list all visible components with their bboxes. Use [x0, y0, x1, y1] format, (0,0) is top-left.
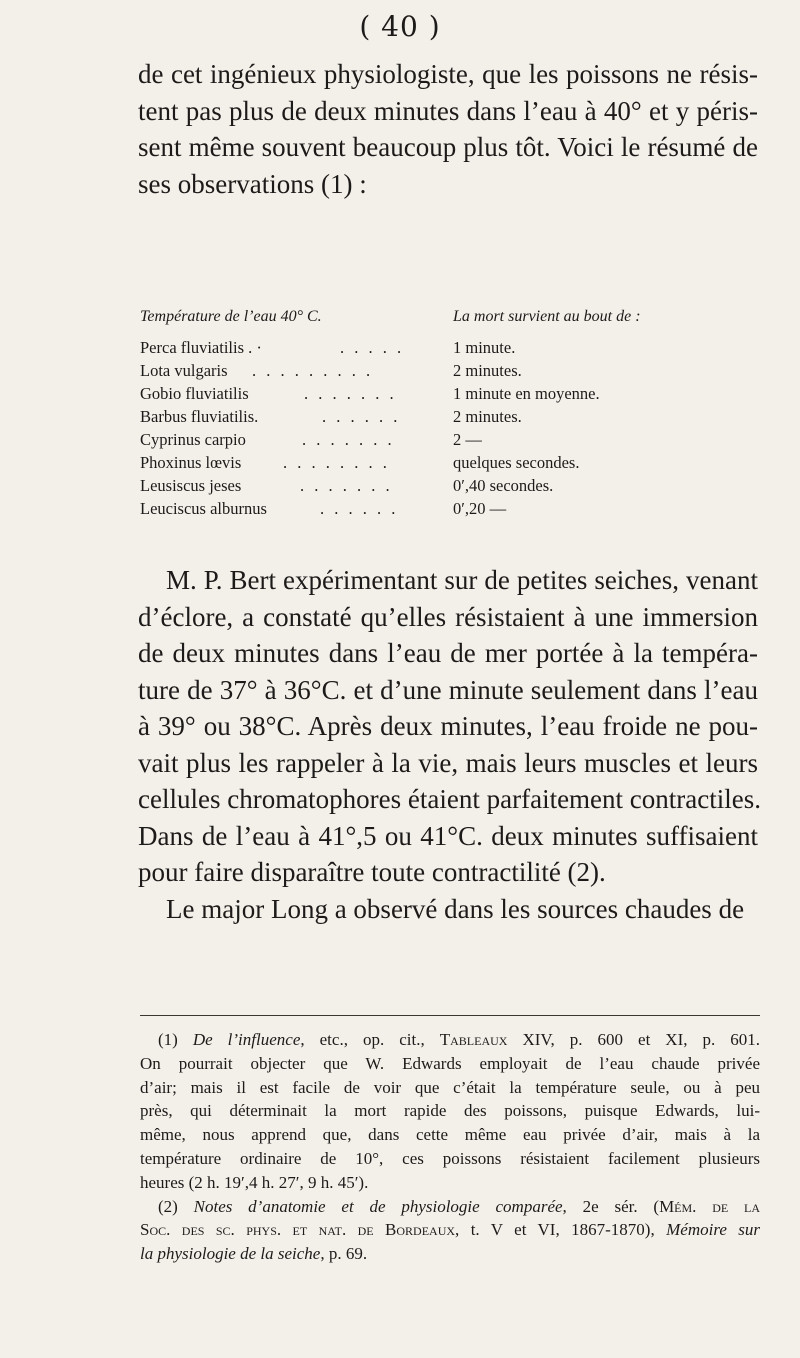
leader-dots: . . . . . .: [322, 407, 401, 426]
text-line: cellules chromatophores étaient parfaitement contractiles.: [138, 784, 761, 814]
footnote-society: Soc. des sc. phys. et nat. de Bordeaux: [140, 1220, 456, 1240]
footnote-title: Notes d’anatomie et de physiologie comparée: [193, 1196, 563, 1216]
footnote-text: , etc., op. cit.,: [300, 1030, 425, 1049]
death-time: 0′,20 —: [453, 499, 507, 518]
leader-dots: . . . . . . . .: [283, 453, 390, 472]
death-time: 2 minutes.: [453, 407, 522, 426]
footnote-line: température ordinaire de 10°, ces poissons résistaient facilement plusieurs: [140, 1148, 760, 1168]
table-row: [140, 361, 760, 383]
death-time: 1 minute en moyenne.: [453, 384, 600, 403]
text-line: ses observations (1) :: [138, 168, 367, 199]
leader-dots: . . . . . . .: [302, 430, 395, 449]
footnote-marker: (2): [158, 1196, 178, 1216]
footnote-marker: (1): [158, 1030, 178, 1049]
species-name: Phoxinus lœvis: [140, 453, 242, 472]
text-line: ture de 37° à 36°C. et d’une minute seulement dans l’eau: [138, 674, 758, 705]
footnotes: [140, 1028, 760, 1266]
leader-dots: . . . . .: [340, 338, 405, 357]
footnote-memoire: Mémoire sur: [666, 1220, 761, 1240]
text-line: pour faire disparaître toute contractilité (2).: [138, 857, 606, 887]
footnote-line: [140, 1218, 760, 1242]
footnote-line: heures (2 h. 19′,4 h. 27′, 9 h. 45′).: [140, 1172, 369, 1192]
text-line: Dans de l’eau à 41°,5 ou 41°C. deux minutes suffisaient: [138, 820, 758, 851]
death-time: 0′,40 secondes.: [453, 476, 554, 495]
footnote-line: d’air; mais il est facile de voir que c’était la température seule, ou à peu: [140, 1077, 760, 1097]
text-line: à 39° ou 38°C. Après deux minutes, l’eau froide ne pou-: [138, 711, 758, 741]
footnote-1-first-line: [140, 1028, 760, 1052]
species-name: Leuciscus alburnus: [140, 499, 267, 518]
table-row: [140, 384, 760, 406]
footnote-divider: [140, 1015, 760, 1016]
table-row: [140, 476, 760, 498]
footnote-title: De l’influence: [192, 1030, 301, 1049]
footnote-text: , 2e sér. (: [562, 1196, 660, 1216]
footnote-line: On pourrait objecter que W. Edwards employait de l’eau chaude privée: [140, 1053, 760, 1073]
page-number: ( 40 ): [359, 10, 441, 43]
leader-dots: . . . . . . .: [304, 384, 397, 403]
footnote-text: XIV, p. 600 et XI, p. 601.: [507, 1030, 761, 1049]
death-time: quelques secondes.: [453, 453, 580, 472]
footnote-tableaux: Tableaux: [439, 1030, 508, 1049]
species-name: Perca fluviatilis . ·: [140, 338, 262, 357]
text-line: Le major Long a observé dans les sources chaudes de: [166, 893, 745, 924]
table-row: [140, 430, 760, 452]
table-header-temperature: Température de l’eau 40° C.: [140, 308, 322, 325]
death-time: 2 minutes.: [453, 361, 522, 380]
intro-paragraph: [138, 56, 758, 202]
table-row: [140, 453, 760, 475]
footnote-text: , t. V et VI, 1867-1870),: [455, 1220, 655, 1240]
footnote-title: la physiologie de la seiche: [140, 1244, 321, 1264]
footnote-line: près, qui déterminait la mort rapide des poissons, puisque Edwards, lui-: [140, 1101, 760, 1121]
leader-dots: . . . . . .: [320, 499, 399, 518]
footnote-2-first-line: [140, 1195, 760, 1219]
text-line: tent pas plus de deux minutes dans l’eau à 40° et y péris-: [138, 95, 758, 126]
footnote-line: même, nous apprend que, dans cette même eau privée d’air, mais à la: [140, 1125, 760, 1145]
table-row: [140, 338, 760, 360]
species-name: Leusiscus jeses: [140, 476, 242, 495]
text-line: sent même souvent beaucoup plus tôt. Voici le résumé de: [138, 132, 758, 162]
text-line: de cet ingénieux physiologiste, que les poissons ne résis-: [138, 59, 758, 89]
species-name: Cyprinus carpio: [140, 430, 246, 449]
footnote-text: , p. 69.: [320, 1244, 368, 1264]
species-name: Barbus fluviatilis.: [140, 407, 259, 426]
text-line: d’éclore, a constaté qu’elles résistaient à une immersion: [138, 601, 758, 632]
footnote-line: [140, 1242, 760, 1266]
text-line: vait plus les rappeler à la vie, mais leurs muscles et leurs: [138, 747, 758, 778]
table-header-death-time: La mort survient au bout de :: [453, 308, 641, 325]
leader-dots: . . . . . . .: [300, 476, 393, 495]
species-name: Gobio fluviatilis: [140, 384, 249, 403]
footnote-memoires: Mém. de la: [659, 1196, 761, 1216]
species-name: Lota vulgaris: [140, 361, 228, 380]
text-line: M. P. Bert expérimentant sur de petites seiches, venant: [166, 565, 758, 595]
main-paragraph: [138, 562, 761, 927]
death-time: 2 —: [453, 430, 482, 449]
table-row: [140, 407, 760, 429]
table-row: [140, 499, 760, 521]
text-line: de deux minutes dans l’eau de mer portée à la tempéra-: [138, 638, 758, 668]
death-time: 1 minute.: [453, 338, 516, 357]
leader-dots: . . . . . . . . .: [252, 361, 374, 380]
